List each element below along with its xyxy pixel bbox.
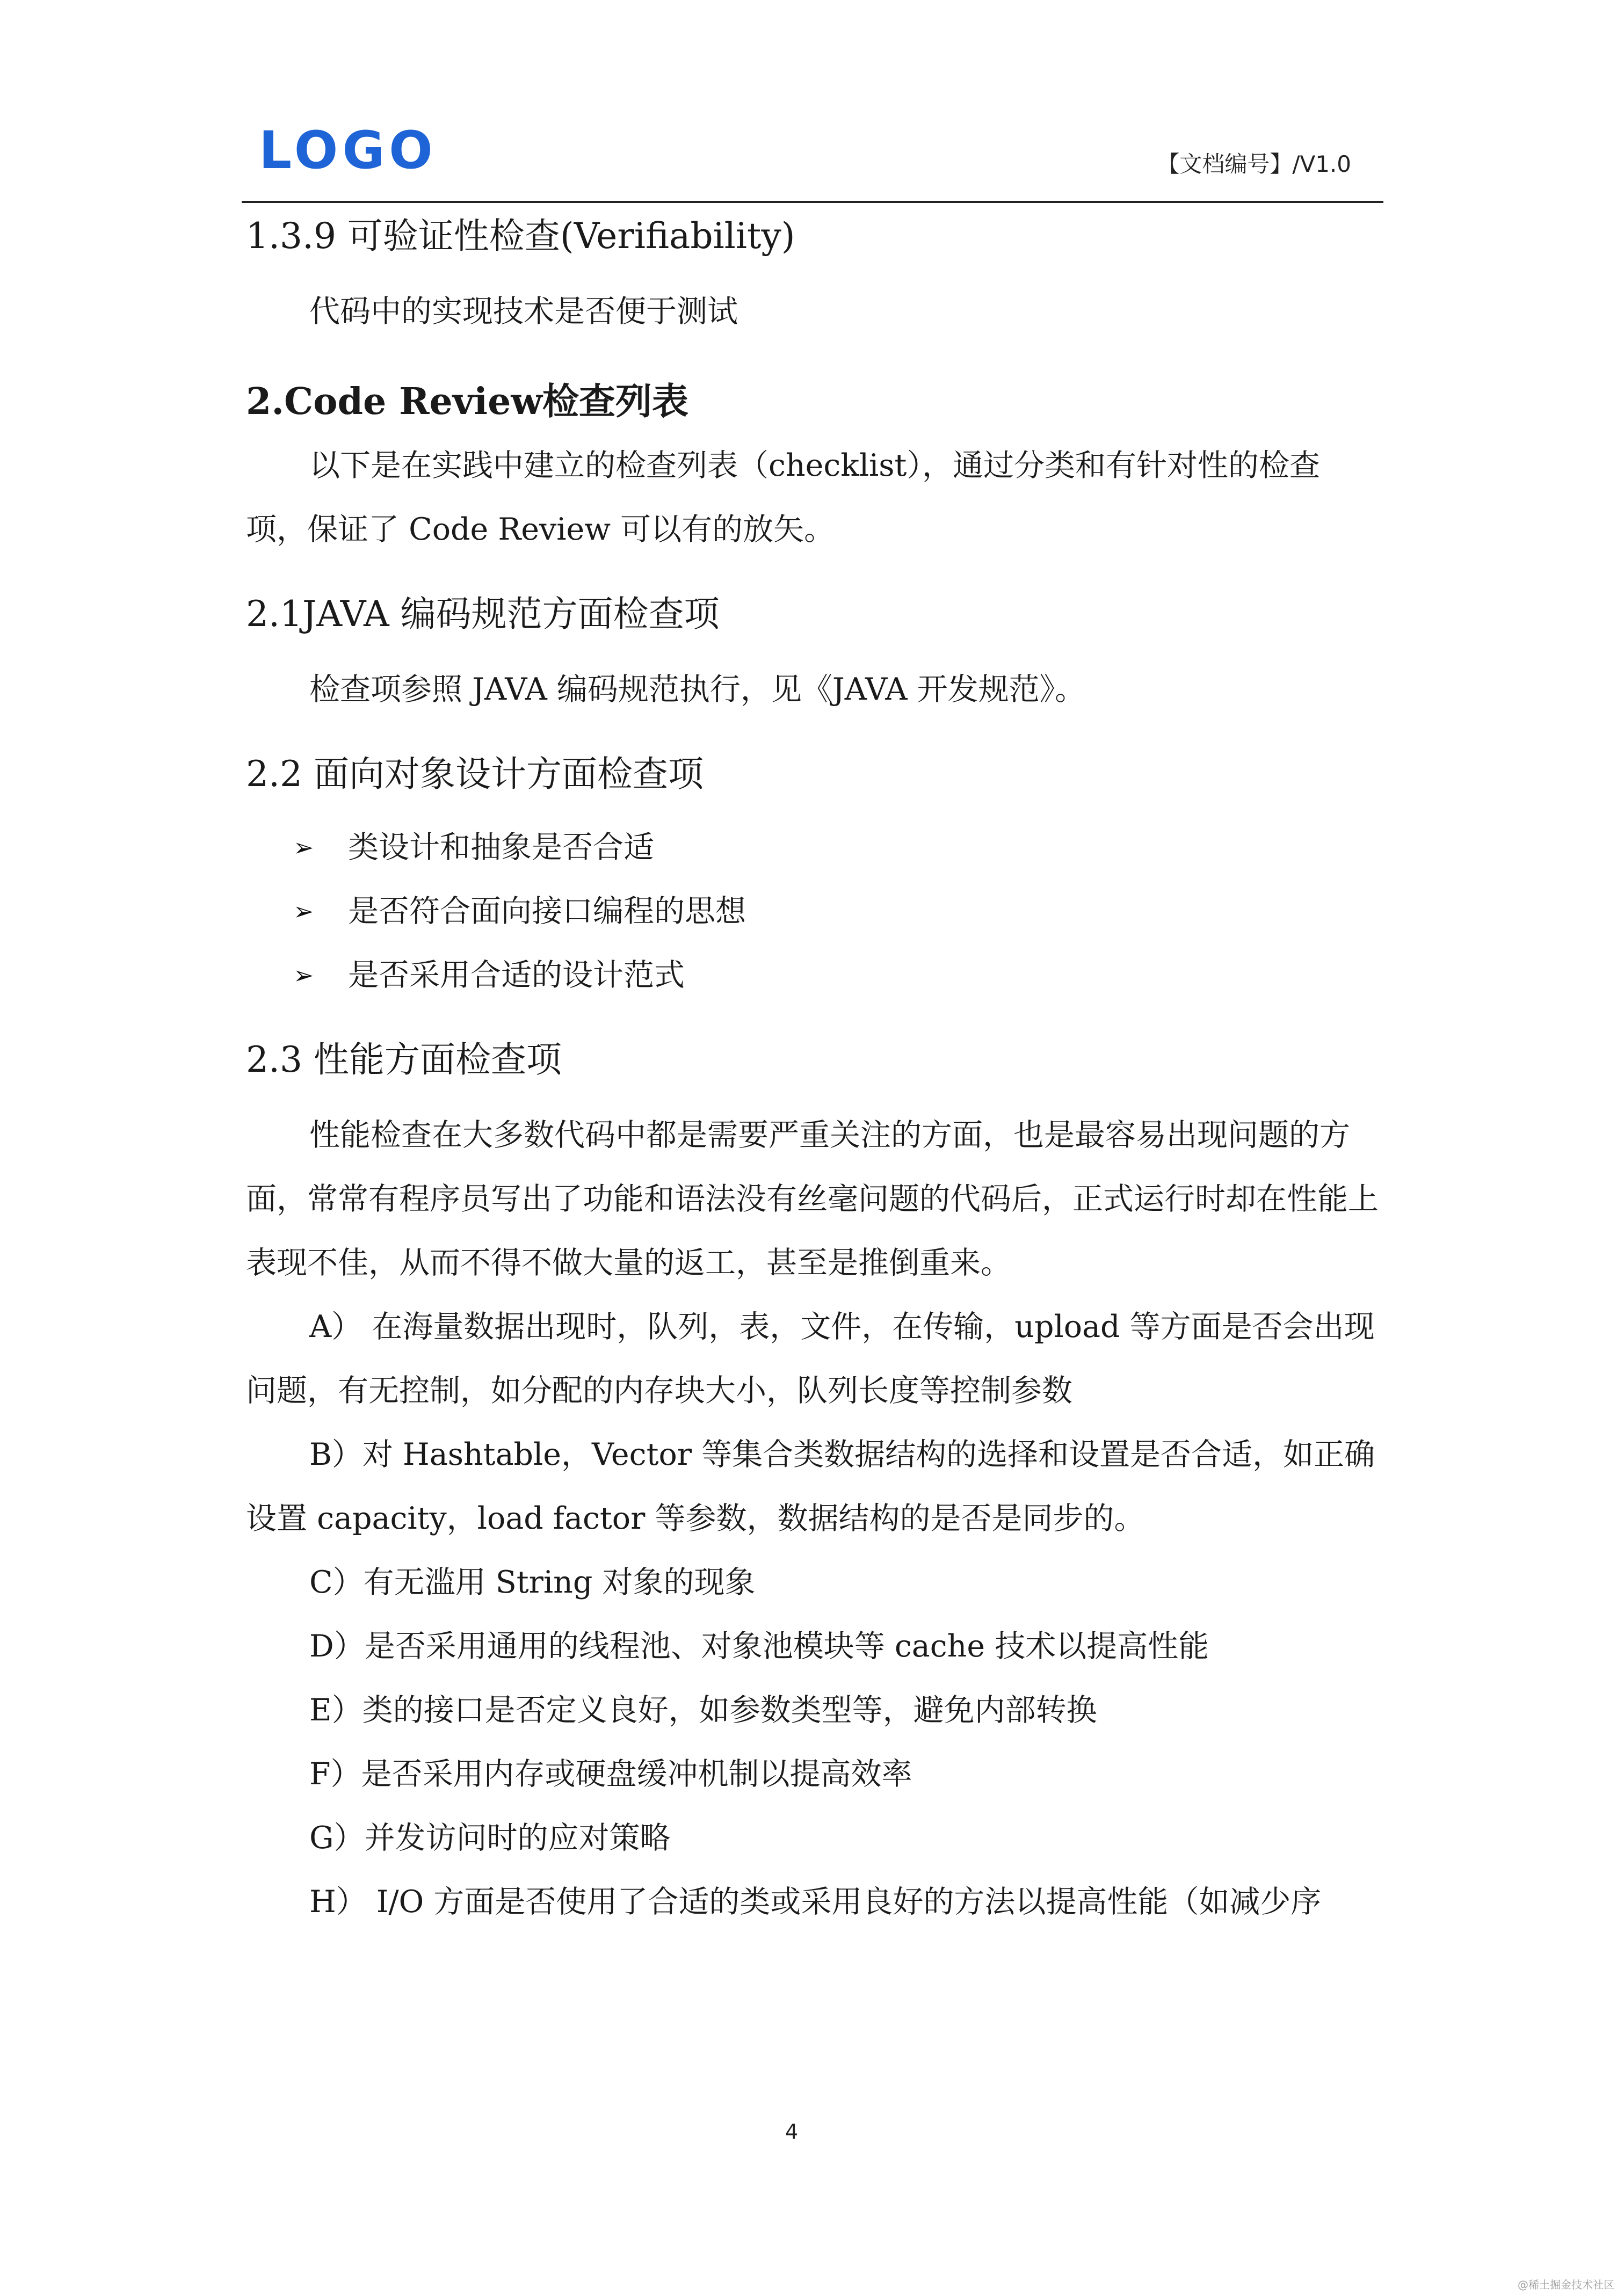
logo: LOGO	[259, 120, 437, 180]
list-item-text: 是否符合面向接口编程的思想	[348, 893, 746, 929]
list-item	[246, 816, 1379, 880]
performance-item-d: D）是否采用通用的线程池、对象池模块等 cache 技术以提高性能	[309, 1629, 1209, 1665]
arrow-bullet-icon: ➢	[293, 961, 314, 990]
performance-item-h: H） I/O 方面是否使用了合适的类或采用良好的方法以提高性能（如减少序	[309, 1884, 1322, 1920]
list-item-text: 是否采用合适的设计范式	[348, 957, 685, 993]
section-title-2-1: 2.1JAVA 编码规范方面检查项	[246, 593, 720, 635]
section-text-2-1: 检查项参照 JAVA 编码规范执行，见《JAVA 开发规范》。	[309, 671, 1086, 707]
section-title-2-2: 2.2 面向对象设计方面检查项	[246, 753, 704, 795]
section-intro-2-3: 性能检查在大多数代码中都是需要严重关注的方面，也是最容易出现问题的方面，常常有程序员写出了功能和语法没有丝毫问题的代码后，正式运行时却在性能上表现不佳，从而不得不做大量的返工，甚至是推倒重来。	[246, 1117, 1379, 1281]
performance-item-b: B）对 Hashtable，Vector 等集合类数据结构的选择和设置是否合适，如正确设置 capacity，load factor 等参数，数据结构的是否是同步的。	[246, 1437, 1375, 1537]
performance-item-a: A） 在海量数据出现时，队列，表，文件，在传输，upload 等方面是否会出现问题，有无控制，如分配的内存块大小，队列长度等控制参数	[246, 1309, 1375, 1409]
performance-item-f: F）是否采用内存或硬盘缓冲机制以提高效率	[309, 1756, 912, 1792]
section-title-2: 2.Code Review检查列表	[246, 380, 688, 424]
document-code: 【文档编号】/V1.0	[1157, 151, 1351, 177]
page-number: 4	[785, 2120, 799, 2144]
section-text-1-3-9: 代码中的实现技术是否便于测试	[309, 294, 738, 330]
performance-item-g: G）并发访问时的应对策略	[309, 1820, 671, 1856]
section-text-2: 以下是在实践中建立的检查列表（checklist），通过分类和有针对性的检查项，保证了 Code Review 可以有的放矢。	[246, 447, 1320, 547]
arrow-bullet-icon: ➢	[293, 897, 314, 926]
performance-item-e: E）类的接口是否定义良好，如参数类型等，避免内部转换	[309, 1692, 1097, 1728]
header-divider	[242, 201, 1383, 203]
section-title-1-3-9: 1.3.9 可验证性检查(Verifiability)	[246, 215, 795, 257]
section-title-2-3: 2.3 性能方面检查项	[246, 1039, 562, 1081]
list-item-text: 类设计和抽象是否合适	[348, 830, 654, 866]
list-item	[246, 880, 1379, 943]
arrow-bullet-icon: ➢	[293, 833, 314, 862]
list-item	[246, 943, 1379, 1007]
watermark: @稀土掘金技术社区	[1518, 2278, 1614, 2291]
performance-item-c: C）有无滥用 String 对象的现象	[309, 1565, 756, 1601]
bullet-list-2-2	[246, 816, 1379, 1007]
document-body	[246, 215, 1379, 1934]
